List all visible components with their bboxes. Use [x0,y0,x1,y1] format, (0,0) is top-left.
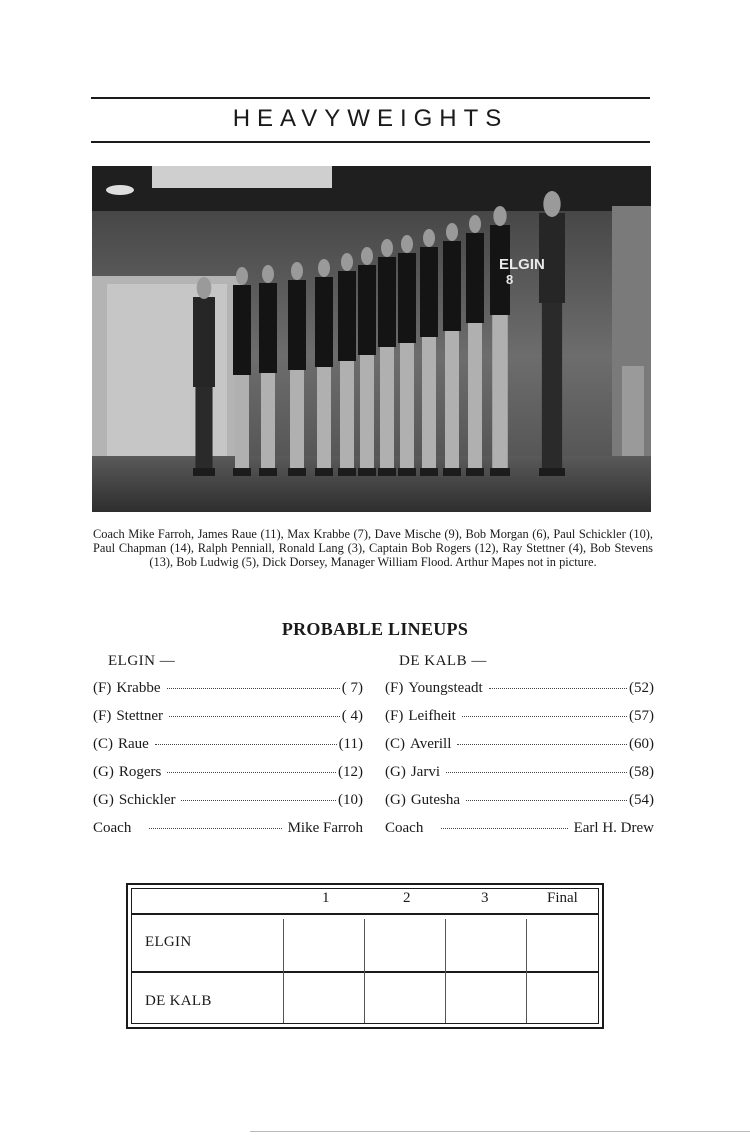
leader-dots [489,688,627,689]
player-figure [338,253,356,476]
lineup-row [93,708,363,736]
coach-row [385,820,654,848]
player-name: Leifheit [408,708,456,724]
lineup-row [93,680,363,708]
elgin-lineup [93,680,363,848]
player-name: Youngsteadt [408,680,483,696]
player-figure [288,262,306,476]
player-figure [358,247,376,476]
player-figure [233,267,251,476]
jersey-number: ( 7) [341,680,363,696]
position: (G) [385,792,406,808]
elgin-team-heading: ELGIN — [108,653,176,669]
coach-row [93,820,363,848]
player-name: Averill [410,736,452,752]
jersey-number: (10) [338,792,363,808]
page-title: HEAVYWEIGHTS [232,105,509,132]
column-divider [364,919,365,1023]
score-header-final: Final [547,890,578,906]
leader-dots [466,800,627,801]
player-figure [420,229,438,476]
lineups-heading: PROBABLE LINEUPS [281,619,469,639]
score-row-dekalb: DE KALB [145,993,212,1009]
lineup-row [385,792,654,820]
jersey-number: (57) [629,708,654,724]
photo-caption: Coach Mike Farroh, James Raue (11), Max Krabbe (7), Dave Mische (9), Bob Morgan (6), Paul Schickler (10), Paul Chapman (14), Ralph Penniall, Ronald Lang (3), Captain Bob Rogers (12), Ray Stettner (4), Bob Stevens (13), Bob Ludwig (5), Dick Dorsey, Manager William Flood. Arthur Mapes not in picture. [93,527,653,570]
position: (C) [93,736,113,752]
jersey-number: (54) [629,792,654,808]
player-figure [378,239,396,476]
column-divider [283,919,284,1023]
player-name: Raue [118,736,149,752]
leader-dots [462,716,627,717]
header-divider [131,913,599,915]
leader-dots [169,716,340,717]
jersey-lettering: ELGIN [499,256,545,273]
jersey-number: 8 [506,272,514,287]
position: (C) [385,736,405,752]
leader-dots [149,828,281,829]
player-figure [443,223,461,476]
score-header-period-1: 1 [322,890,330,906]
player-name: Gutesha [410,792,460,808]
top-rule [91,97,650,99]
leader-dots [167,772,336,773]
scoreboard-table [126,883,604,1029]
dekalb-team-heading: DE KALB — [399,653,487,669]
dekalb-lineup [385,680,654,848]
player-figure [490,206,510,476]
lineup-row [385,708,654,736]
jersey-number: (60) [629,736,654,752]
leader-dots [155,744,337,745]
position: (F) [93,708,112,724]
jersey-number: (58) [629,764,654,780]
team-photo [92,166,651,512]
player-name: Stettner [116,708,163,724]
jersey-number: (52) [629,680,654,696]
score-row-elgin: ELGIN [145,934,192,950]
player-figure [398,235,416,476]
score-header-period-2: 2 [403,890,411,906]
lineup-row [385,680,654,708]
player-name: Krabbe [116,680,161,696]
leader-dots [441,828,567,829]
column-divider [445,919,446,1023]
player-figure [315,259,333,476]
position: (G) [93,764,114,780]
team-photo-illustration [92,166,651,512]
position: (F) [93,680,112,696]
column-divider [526,919,527,1023]
player-figure [466,215,484,476]
jersey-number: ( 4) [341,708,363,724]
position: (G) [385,764,406,780]
coach-name: Mike Farroh [287,820,363,836]
coach-figure [193,277,215,476]
player-name: Rogers [118,764,162,780]
leader-dots [167,688,340,689]
leader-dots [181,800,336,801]
position: (F) [385,680,404,696]
leader-dots [457,744,627,745]
lineup-row [93,792,363,820]
position: (G) [93,792,114,808]
lineup-row [385,736,654,764]
player-name: Schickler [118,792,176,808]
row-divider [131,971,599,973]
lineup-row [93,764,363,792]
manager-figure [539,191,565,476]
page-edge-line [250,1131,750,1132]
lineup-row [93,736,363,764]
title-underline [91,141,650,143]
coach-label: Coach [385,820,424,836]
leader-dots [446,772,627,773]
jersey-number: (11) [338,736,363,752]
lineup-row [385,764,654,792]
coach-label: Coach [93,820,132,836]
player-name: Jarvi [410,764,440,780]
player-figure [259,265,277,476]
position: (F) [385,708,404,724]
score-header-period-3: 3 [481,890,489,906]
coach-name: Earl H. Drew [573,820,654,836]
jersey-number: (12) [338,764,363,780]
